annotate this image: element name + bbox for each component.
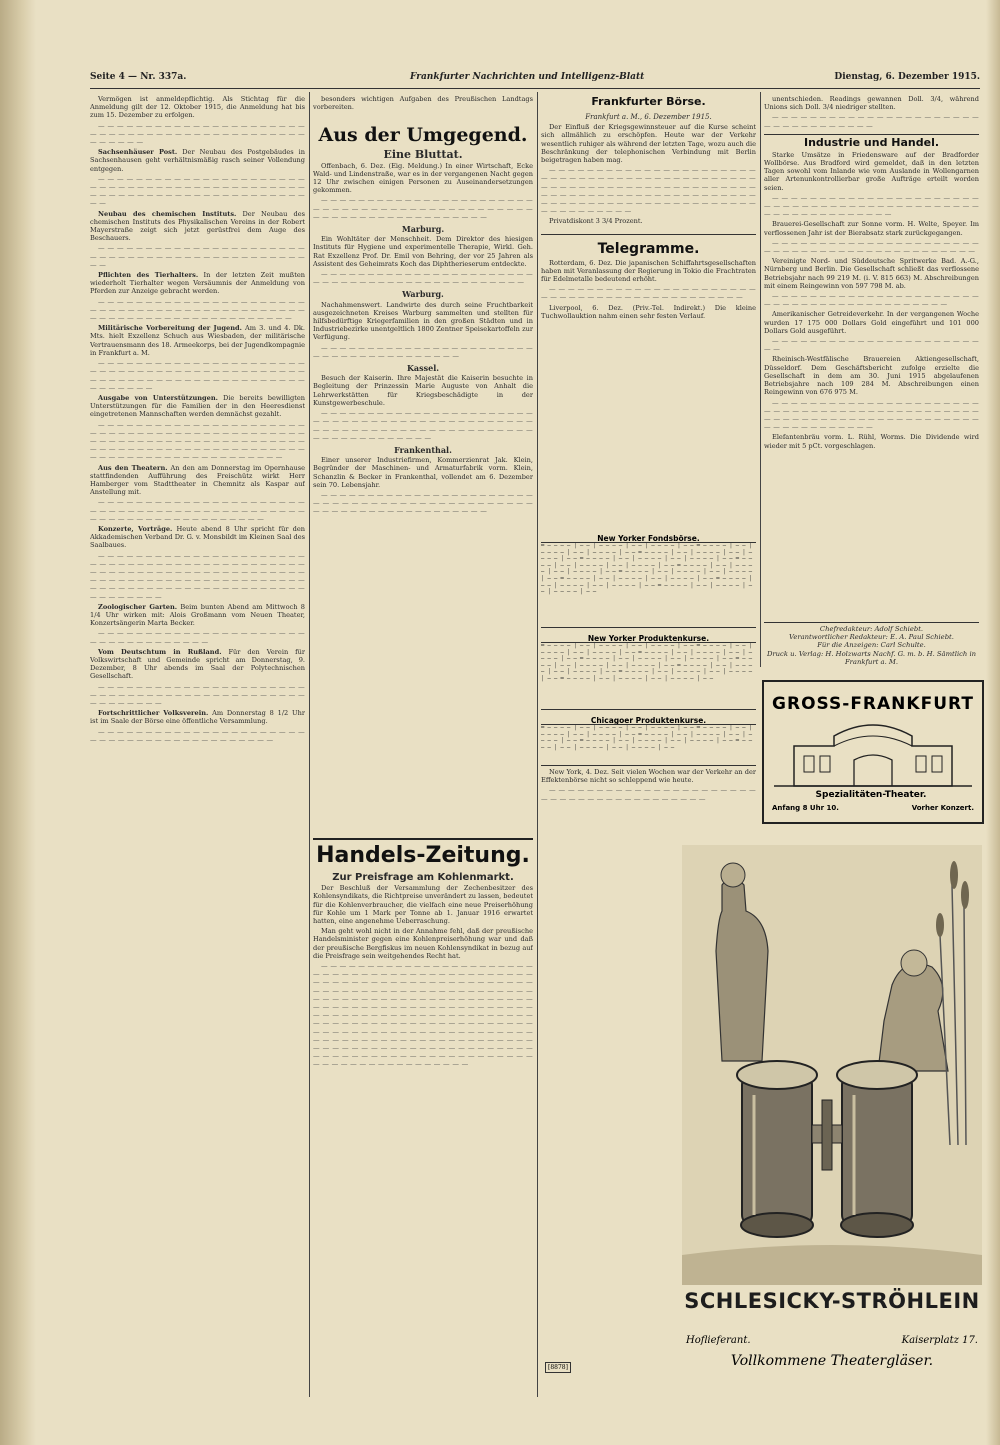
- article-heading: Fortschrittlicher Volksverein.: [98, 709, 209, 718]
- advertiser-title: Hoflieferant.: [686, 1335, 751, 1346]
- article-text: Vereinigte Nord- und Süddeutsche Spritwerke Bad. A.-G., Nürnberg und Berlin. Die Gesellschaft schließt das verflossene Betriebsjahr nach 99 219 M. (i. V. 815 663) M. Abschreibungen mit einem Reingewinn von 597 798 M. ab.: [764, 257, 979, 290]
- article-text: Einer unserer Industriefirmen, Kommerzienrat Jak. Klein, Begründer der Maschinen- und Armaturfabrik vorm. Klein, Schanzlin & Becker in Frankenthal, vollendet am 6. Dezember sein 70. Lebensjahr.: [313, 456, 533, 489]
- article-text: Rheinisch-Westfälische Brauereien Aktiengesellschaft, Düsseldorf. Dem Geschäftsbericht zufolge erzielte die Gesellschaft in dem am 30. Juni 1915 abgelaufenen Betriebsjahre nach 109 284 M. Abschreibungen einen Reingewinn von 676 975 M.: [764, 355, 979, 397]
- market-note: New York, 4. Dez. Seit vielen Wochen war der Verkehr an der Effektenbörse nicht so schleppend wie heute. — — — — — — — — — — — — — — — — — — — — — — — — — — — — — — — — — — — — — — — —: [541, 768, 756, 803]
- advertiser-address: Kaiserplatz 17.: [901, 1335, 978, 1346]
- imprint-line: Chefredakteur: Adolf Schiebt.: [819, 625, 924, 633]
- article-text: Vermögen ist anmeldepflichtig. Als Stichtag für die Anmeldung gilt der 12. Oktober 1915, die Anmeldung hat bis zum 15. Dezember zu erfolgen.: [90, 95, 305, 120]
- article-text: Heute abend 8 Uhr spricht für den Akkademischen Verband Dr. G. v. Monsbildt im Kleinen Saal des Saalbaues.: [90, 524, 305, 550]
- article-text: Amerikanischer Getreideverkehr. In der vergangenen Woche wurden 17 175 000 Dollars Gold eingeführt und 101 000 Dollars Gold ausgeführt.: [764, 310, 979, 335]
- article-heading: Ausgabe von Unterstützungen.: [98, 393, 218, 402]
- advertiser-name: SCHLESICKY-STRÖHLEIN: [684, 1289, 980, 1313]
- article-heading: Aus den Theatern.: [98, 463, 168, 472]
- article-text: Am Donnerstag 8 1/2 Uhr ist im Saale der Börse eine öffentliche Versammlung.: [90, 709, 305, 726]
- issue-date: Dienstag, 6. Dezember 1915.: [834, 72, 980, 82]
- fondsboerse-table: ═ ─ ─ ─ ─ │ ─ ─ │ ─ ─ ─ ─ │ ─ ─ │ ─ ─ ─ ─ │ ─ ─ ═ ─ ─ ─ ─ │ ─ ─ │ ─ ─ ─ ─ │ ─ ─ │ ─ ─ ─ ─ │ ─ ─ ═ ─ ─ ─ ─ │ ─ ─ │ ─ ─ ─ ─ │ ─ ─ │ ─ ─ ─ ─ │ ─ ─ ═ ─ ─ ─ ─ │ ─ ─ │ ─ ─ ─ ─ │ ─ ─ │ ─ ─ ─ ─ │ ─ ─ ═ ─ ─ ─ ─ │ ─ ─ │ ─ ─ ─ ─ │ ─ ─ │ ─ ─ ─ ─ │ ─ ─ ═ ─ ─ ─ ─ │ ─ ─ │ ─ ─ ─ ─ │ ─ ─ │ ─ ─ ─ ─ │ ─ ─ ═ ─ ─ ─ ─ │ ─ ─ │ ─ ─ ─ ─ │ ─ ─ │ ─ ─ ─ ─ │ ─ ─ ═ ─ ─ ─ ─ │ ─ ─ │ ─ ─ ─ ─ │ ─ ─ │ ─ ─ ─ ─ │ ─ ─ ═ ─ ─ ─ ─ │ ─ ─ │ ─ ─ ─ ─ │ ─ ─ │ ─ ─ ─ ─ │ ─ ─ ═ ─ ─ ─ ─ │ ─ ─ │ ─ ─ ─ ─ │ ─ ─ │ ─ ─ ─ ─ │ ─ ─: [541, 542, 756, 628]
- article-text: Der Beschluß der Versammlung der Zechenbesitzer des Kohlensyndikats, die Richtpreise unverändert zu lassen, bedeutet für die Kohlenverbraucher, die vielfach eine neue Preiserhöhung für Kohle um 1 Mark per Tonne ab 1. Januar 1916 erwartet hatten, eine angenehme Ueberraschung.: [313, 884, 533, 926]
- article-heading: Konzerte, Vorträge.: [98, 524, 173, 533]
- article-text: Privatdiskont 3 3/4 Prozent.: [549, 217, 643, 226]
- article-text: Für den Verein für Volkswirtschaft und Gemeinde spricht am Donnerstag, 9. Dezember, 8 Uhr abends im Saal der Polytechnischen Gesellschaft.: [90, 647, 305, 681]
- imprint-line: Verantwortlicher Redakteur: E. A. Paul Schiebt.: [789, 633, 954, 642]
- article-text: Elefantenbräu vorm. L. Rühl, Worms. Die Dividende wird wieder mit 5 pCt. vorgeschlagen.: [764, 433, 979, 450]
- column-4: unentschieden. Readings gewannen Doll. 3/4, während Unions sich Doll. 3/4 niedriger stellten. — — — — — — — — — — — — — — — — — — — — — — — — — — — — — — — — — — Industrie und Handel. Starke Umsätze in Friedensware auf der Bradforder Wollbörse. Aus Bradford wird gemeldet, daß in den letzten Tagen sowohl vom Inlande wie vom Auslande in Wollengarnen aller Artenunkontrollierbar große Aufträge erteilt worden seien. — — — — — — — — — — — — — — — — — — — — — — — — — — — — — — — — — — — — — — — — — — — — — — — — — — — — — — — — — — — Brauerei-Gesellschaft zur Sonne vorm. H. Welte, Speyer. Im verflossenen Jahr ist der Bierabsatz stark zurückgegangen. — — — — — — — — — — — — — — — — — — — — — — — — — — — — — — — — — — — — — — — — — — — — — Vereinigte Nord- und Süddeutsche Spritwerke Bad. A.-G., Nürnberg und Berlin. Die Gesellschaft schließt das verflossene Betriebsjahr nach 99 219 M. (i. V. 815 663) M. Abschreibungen mit einem Reingewinn von 597 798 M. ab. — — — — — — — — — — — — — — — — — — — — — — — — — — — — — — — — — — — — — — — — — — Amerikanischer Getreideverkehr. In der vergangenen Woche wurden 17 175 000 Dollars Gold eingeführt und 101 000 Dollars Gold ausgeführt. — — — — — — — — — — — — — — — — — — — — — — — — Rheinisch-Westfälische Brauereien Aktiengesellschaft, Düsseldorf. Dem Geschäftsbericht zufolge erzielte die Gesellschaft in dem am 30. Juni 1915 abgelaufenen Betriebsjahre nach 109 284 M. Abschreibungen einen Reingewinn von 676 975 M. — — — — — — — — — — — — — — — — — — — — — — — — — — — — — — — — — — — — — — — — — — — — — — — — — — — — — — — — — — — — — — — — — — — — — — — — — — — — — — — — Elefantenbräu vorm. L. Rühl, Worms. Die Dividende wird wieder mit 5 pCt. vorgeschlagen.: [764, 95, 979, 450]
- article-heading: Zur Preisfrage am Kohlenmarkt.: [332, 872, 514, 883]
- column-2: besonders wichtigen Aufgaben des Preußischen Landtags vorbereiten. Aus der Umgegend. Eine Bluttat. Offenbach, 6. Dez. (Eig. Meldung.) In einer Wirtschaft, Ecke Wald- und Lindenstraße, war es in der vergangenen Nacht gegen 12 Uhr zwischen einigen Personen zu Auseinandersetzungen gekommen. — — — — — — — — — — — — — — — — — — — — — — — — — — — — — — — — — — — — — — — — — — — — — — — — — — — — — — — — — — — — — — — — — Marburg. Ein Wohltäter der Menschheit. Dem Direktor des hiesigen Instituts für Hygiene und experimentelle Therapie, Wirkl. Geh. Rat Exzellenz Prof. Dr. Emil von Behring, der vor 25 Jahren als Assistent des Geheimrats Koch das Diphtherieserum entdeckte. — — — — — — — — — — — — — — — — — — — — — — — — — — — — — — — — — — — — — — — — — — — — — — Warburg. Nachahmenswert. Landwirte des durch seine Fruchtbarkeit ausgezeichneten Kreises Warburg sammelten und stellten für hilfsbedürftige Kriegerfamilien in den großen Städten und in Industriebezirke unentgeltlich 1800 Zentner Speisekartoffeln zur Verfügung. — — — — — — — — — — — — — — — — — — — — — — — — — — — — — — — — — — — — — — — Kassel. Besuch der Kaiserin. Ihre Majestät die Kaiserin besuchte in Begleitung der Prinzessin Marie Auguste von Anhalt die Lehrwerkstätten für Kriegsbeschädigte in der Kunstgewerbeschule. — — — — — — — — — — — — — — — — — — — — — — — — — — — — — — — — — — — — — — — — — — — — — — — — — — — — — — — — — — — — — — — — — — — — — — — — — — — — — — — — — — Frankenthal. Einer unserer Industriefirmen, Kommerzienrat Jak. Klein, Begründer der Maschinen- und Armaturfabrik vorm. Klein, Schanzlin & Becker in Frankenthal, vollendet am 6. Dezember sein 70. Lebensjahr. — — — — — — — — — — — — — — — — — — — — — — — — — — — — — — — — — — — — — — — — — — — — — — — — — — — — — — — — — — — — — — — — —: [313, 95, 533, 516]
- article-heading: Marburg.: [401, 224, 445, 235]
- article-text: Liverpool, 6. Dez. (Priv.-Tel. Indirekt.) Die kleine Tuchwollauktion nahm einen sehr festen Verlauf.: [541, 303, 756, 320]
- article-text: Ein Wohltäter der Menschheit. Dem Direktor des hiesigen Instituts für Hygiene und experimentelle Therapie, Wirkl. Geh. Rat Exzellenz Prof. Dr. Emil von Behring, der vor 25 Jahren als Assistent des Geheimrats Koch das Diphtherieserum entdeckte.: [313, 235, 533, 268]
- article-text: Beim bunten Abend am Mittwoch 8 1/4 Uhr wirken mit: Alois Großmann vom Neuen Theater, Konzertsängerin Marta Becker.: [90, 602, 305, 628]
- article-heading: Kassel.: [406, 363, 440, 374]
- article-text: Der Einfluß der Kriegsgewinnsteuer auf die Kurse scheint sich allmählich zu erschöpfen. Heute war der Verkehr wesentlich ruhiger als während der letzten Tage, wozu auch die Beschränkung der telephonischen Verbindung mit Berlin beigetragen haben mag.: [541, 123, 756, 165]
- column-rule: [760, 92, 761, 667]
- chicago-table: ═ ─ ─ ─ ─ │ ─ ─ │ ─ ─ ─ ─ │ ─ ─ │ ─ ─ ─ ─ │ ─ ─ ═ ─ ─ ─ ─ │ ─ ─ │ ─ ─ ─ ─ │ ─ ─ │ ─ ─ ─ ─ │ ─ ─ ═ ─ ─ ─ ─ │ ─ ─ │ ─ ─ ─ ─ │ ─ ─ │ ─ ─ ─ ─ │ ─ ─ ═ ─ ─ ─ ─ │ ─ ─ │ ─ ─ ─ ─ │ ─ ─ │ ─ ─ ─ ─ │ ─ ─ ═ ─ ─ ─ ─ │ ─ ─ │ ─ ─ ─ ─ │ ─ ─ │ ─ ─ ─ ─ │ ─ ─: [541, 724, 756, 766]
- article-text: unentschieden. Readings gewannen Doll. 3/4, während Unions sich Doll. 3/4 niedriger stellten.: [764, 95, 979, 112]
- theater-concert: Vorher Konzert.: [911, 804, 974, 812]
- handels-zeitung: Handels-Zeitung. Zur Preisfrage am Kohlenmarkt. Der Beschluß der Versammlung der Zechenbesitzer des Kohlensyndikats, die Richtpreise unverändert zu lassen, bedeutet für die Kohlenverbraucher, die vielfach eine neue Preiserhöhung für Kohle um 1 Mark per Tonne ab 1. Januar 1916 erwartet hatten, eine angenehme Ueberraschung. Man geht wohl nicht in der Annahme fehl, daß der preußische Handelsminister gegen eine Kohlenpreiserhöhung war und daß der preußische Bergfiskus im neuen Kohlensyndikat in bezug auf die Preisfrage sein weitgehendes Recht hat. — — — — — — — — — — — — — — — — — — — — — — — — — — — — — — — — — — — — — — — — — — — — — — — — — — — — — — — — — — — — — — — — — — — — — — — — — — — — — — — — — — — — — — — — — — — — — — — — — — — — — — — — — — — — — — — — — — — — — — — — — — — — — — — — — — — — — — — — — — — — — — — — — — — — — — — — — — — — — — — — — — — — — — — — — — — — — — — — — — — — — — — — — — — — — — — — — — — — — — — — — — — — — — — — — — — — — — — — — — — — — — — — — — — — — — — — — — — — — — — — — — — — — — — — — — — — — — — — — — — — — — — — — — — — — — — — — — — — — — — — — — — — — — — — — — — — —: [313, 843, 533, 1069]
- article-heading: Vom Deutschtum in Rußland.: [98, 647, 222, 656]
- article-heading: Militärische Vorbereitung der Jugend.: [98, 324, 242, 333]
- article-text: Rotterdam, 6. Dez. Die japanischen Schiffahrtsgesellschaften haben mit Veranlassung der Regierung in Tokio die Frachtraten für Edelmetalle bedeutend erhöht.: [541, 258, 756, 284]
- page-edge: [986, 0, 1000, 1445]
- article-text: Der Neubau des Postgebäudes in Sachsenhausen geht verhältnismäßig rasch seiner Vollendung entgegen.: [90, 148, 305, 173]
- article-heading: Eine Bluttat.: [383, 148, 463, 162]
- article-text: In der letzten Zeit mußten wiederholt Tierhalter wegen Versäumnis der Anmeldung von Pferden zur Anzeige gebracht werden.: [90, 271, 305, 296]
- dateline: Frankfurt a. M., 6. Dezember 1915.: [585, 113, 712, 121]
- article-heading: Sachsenhäuser Post.: [98, 148, 178, 157]
- column-3: Frankfurter Börse. Frankfurt a. M., 6. Dezember 1915. Der Einfluß der Kriegsgewinnsteuer auf die Kurse scheint sich allmählich zu erschöpfen. Heute war der Verkehr wesentlich ruhiger als während der letzten Tage, wozu auch die Beschränkung der telephonischen Verbindung mit Berlin beigetragen haben mag. — — — — — — — — — — — — — — — — — — — — — — — — — — — — — — — — — — — — — — — — — — — — — — — — — — — — — — — — — — — — — — — — — — — — — — — — — — — — — — — — — — — — — — — — — — — — — — — — — — — — — — — — — — — — — — — — — — — — — — — — — — — — Privatdiskont 3 3/4 Prozent. Telegramme. Rotterdam, 6. Dez. Die japanischen Schiffahrtsgesellschaften haben mit Veranlassung der Regierung in Tokio die Frachtraten für Edelmetalle bedeutend erhöht. — — — — — — — — — — — — — — — — — — — — — — — — — — — — — — — — — — — — — — — — — — — — Liverpool, 6. Dez. (Priv.-Tel. Indirekt.) Die kleine Tuchwollauktion nahm einen sehr festen Verlauf.: [541, 95, 756, 320]
- masthead: Frankfurter Nachrichten und Intelligenz-Blatt: [410, 72, 645, 82]
- produktenkurse-table: ═ ─ ─ ─ ─ │ ─ ─ │ ─ ─ ─ ─ │ ─ ─ │ ─ ─ ─ ─ │ ─ ─ ═ ─ ─ ─ ─ │ ─ ─ │ ─ ─ ─ ─ │ ─ ─ │ ─ ─ ─ ─ │ ─ ─ ═ ─ ─ ─ ─ │ ─ ─ │ ─ ─ ─ ─ │ ─ ─ │ ─ ─ ─ ─ │ ─ ─ ═ ─ ─ ─ ─ │ ─ ─ │ ─ ─ ─ ─ │ ─ ─ │ ─ ─ ─ ─ │ ─ ─ ═ ─ ─ ─ ─ │ ─ ─ │ ─ ─ ─ ─ │ ─ ─ │ ─ ─ ─ ─ │ ─ ─ ═ ─ ─ ─ ─ │ ─ ─ │ ─ ─ ─ ─ │ ─ ─ │ ─ ─ ─ ─ │ ─ ─ ═ ─ ─ ─ ─ │ ─ ─ │ ─ ─ ─ ─ │ ─ ─ │ ─ ─ ─ ─ │ ─ ─ ═ ─ ─ ─ ─ │ ─ ─ │ ─ ─ ─ ─ │ ─ ─ │ ─ ─ ─ ─ │ ─ ─: [541, 642, 756, 710]
- article-text: besonders wichtigen Aufgaben des Preußischen Landtags vorbereiten.: [313, 95, 533, 112]
- article-text: Besuch der Kaiserin. Ihre Majestät die Kaiserin besuchte in Begleitung der Prinzessin Marie Auguste von Anhalt die Lehrwerkstätten für Kriegsbeschädigte in der Kunstgewerbeschule.: [313, 374, 533, 407]
- article-text: An den am Donnerstag im Opernhause stattfindenden Aufführung des Freischütz wirkt Herr Hamberger vom Stadttheater in Chemnitz als Kaspar auf Anstellung mit.: [90, 463, 305, 497]
- theater-start-time: Anfang 8 Uhr 10.: [772, 804, 839, 812]
- theater-name: GROSS-FRANKFURT: [772, 694, 974, 714]
- article-heading: Warburg.: [402, 289, 444, 300]
- article-text: Am 3. und 4. Dk. Mts. hielt Exzellenz Schuch aus Wiesbaden, der militärische Vertrauensmann des 18. Armeekorps, bei der Jugendkompagnie in Frankfurt a. M.: [90, 324, 305, 357]
- article-text: Man geht wohl nicht in der Annahme fehl, daß der preußische Handelsminister gegen eine Kohlenpreiserhöhung war und daß der preußische Bergfiskus im neuen Kohlensyndikat in bezug auf die Preisfrage sein weitgehendes Recht hat.: [313, 927, 533, 960]
- article-text: Brauerei-Gesellschaft zur Sonne vorm. H. Welte, Speyer. Im verflossenen Jahr ist der Bierabsatz stark zurückgegangen.: [764, 220, 979, 237]
- column-rule: [537, 92, 538, 1397]
- header-rule: [90, 88, 980, 89]
- theater-building-icon: [774, 716, 972, 788]
- advertiser-slogan: Vollkommene Theatergläser.: [730, 1353, 934, 1369]
- section-title: Frankfurter Börse.: [591, 95, 706, 108]
- article-heading: Neubau des chemischen Instituts.: [98, 209, 237, 218]
- article-text: Die bereits bewilligten Unterstützungen für die Familien der in den Heeresdienst eingetretenen Mannschaften werden demnächst gezahlt.: [90, 393, 305, 419]
- table-title: New Yorker Produktenkurse.: [587, 634, 710, 643]
- page-binding: [0, 0, 36, 1445]
- article-heading: Pflichten des Tierhalters.: [98, 271, 199, 280]
- article-heading: Frankenthal.: [394, 444, 452, 455]
- article-text: New York, 4. Dez. Seit vielen Wochen war der Verkehr an der Effektenbörse nicht so schleppend wie heute.: [541, 768, 756, 785]
- theater-subtitle: Spezialitäten-Theater.: [815, 790, 927, 800]
- page-number: Seite 4 — Nr. 337a.: [90, 72, 187, 82]
- imprint-line: Druck u. Verlag: H. Holzwarts Nachf. G. m. b. H. Sämtlich in Frankfurt a. M.: [766, 649, 977, 666]
- table-title: New Yorker Fondsbörse.: [597, 534, 700, 543]
- section-title: Aus der Umgegend.: [318, 124, 528, 147]
- theater-advert: [762, 680, 984, 824]
- section-rule: [313, 838, 533, 840]
- article-text: Nachahmenswert. Landwirte des durch seine Fruchtbarkeit ausgezeichneten Kreises Warburg sammelten und stellten für hilfsbedürftige Kriegerfamilien in den großen Städten und in Industriebezirke unentgeltlich 1800 Zentner Speisekartoffeln zur Verfügung.: [313, 300, 533, 342]
- binoculars-advert: [682, 845, 982, 1390]
- section-title: Industrie und Handel.: [803, 135, 940, 149]
- table-title: Chicagoer Produktenkurse.: [590, 716, 707, 725]
- imprint-line: Für die Anzeigen: Carl Schulte.: [817, 641, 926, 650]
- section-title: Telegramme.: [597, 240, 700, 257]
- imprint: [764, 622, 979, 672]
- binoculars-illustration-icon: [682, 845, 982, 1285]
- column-rule: [309, 92, 310, 1397]
- article-text: Der Neubau des chemischen Instituts des Physikalischen Vereins in der Robert Mayerstraße zeigt sich jetzt gerüstfrei dem Auge des Beschauers.: [90, 209, 305, 243]
- article-text: Offenbach, 6. Dez. (Eig. Meldung.) In einer Wirtschaft, Ecke Wald- und Lindenstraße, war es in der vergangenen Nacht gegen 12 Uhr zwischen einigen Personen zu Auseinandersetzungen gekommen.: [313, 161, 533, 195]
- article-heading: Zoologischer Garten.: [98, 602, 178, 611]
- ad-reference-number: [8878]: [545, 1362, 571, 1373]
- column-1: Vermögen ist anmeldepflichtig. Als Stichtag für die Anmeldung gilt der 12. Oktober 1915, die Anmeldung hat bis zum 15. Dezember zu erfolgen. — — — — — — — — — — — — — — — — — — — — — — — — — — — — — — — — — — — — — — — — — — — — — — — — — — — Sachsenhäuser Post. Der Neubau des Postgebäudes in Sachsenhausen geht verhältnismäßig rasch seiner Vollendung entgegen. — — — — — — — — — — — — — — — — — — — — — — — — — — — — — — — — — — — — — — — — — — — — — — — — — — — — — — — — — — — — — — — — — — — — — — Neubau des chemischen Instituts. Der Neubau des chemischen Instituts des Physikalischen Vereins in der Robert Mayerstraße zeigt sich jetzt gerüstfrei dem Auge des Beschauers. — — — — — — — — — — — — — — — — — — — — — — — — — — — — — — — — — — — — — — — — — — — — — — — Pflichten des Tierhalters. In der letzten Zeit mußten wiederholt Tierhalter wegen Versäumnis der Anmeldung von Pferden zur Anzeige gebracht werden. — — — — — — — — — — — — — — — — — — — — — — — — — — — — — — — — — — — — — — — — — — — — — — — — — — — — — — — — — — — — — — — — — — — Militärische Vorbereitung der Jugend. Am 3. und 4. Dk. Mts. hielt Exzellenz Schuch aus Wiesbaden, der militärische Vertrauensmann des 18. Armeekorps, bei der Jugendkompagnie in Frankfurt a. M. — — — — — — — — — — — — — — — — — — — — — — — — — — — — — — — — — — — — — — — — — — — — — — — — — — — — — — — — — — — — — — — — — — — — — — — — — — — Ausgabe von Unterstützungen. Die bereits bewilligten Unterstützungen für die Familien der in den Heeresdienst eingetretenen Mannschaften werden demnächst gezahlt. — — — — — — — — — — — — — — — — — — — — — — — — — — — — — — — — — — — — — — — — — — — — — — — — — — — — — — — — — — — — — — — — — — — — — — — — — — — — — — — — — — — — — — — — — — — — — — — — — — — — — — — — — — — — — — — — Aus den Theatern. An den am Donnerstag im Opernhause stattfindenden Aufführung des Freischütz wirkt Herr Hamberger vom Stadttheater in Chemnitz als Kaspar auf Anstellung mit. — — — — — — — — — — — — — — — — — — — — — — — — — — — — — — — — — — — — — — — — — — — — — — — — — — — — — — — — — — — — — — — — Konzerte, Vorträge. Heute abend 8 Uhr spricht für den Akkademischen Verband Dr. G. v. Monsbildt im Kleinen Saal des Saalbaues. — — — — — — — — — — — — — — — — — — — — — — — — — — — — — — — — — — — — — — — — — — — — — — — — — — — — — — — — — — — — — — — — — — — — — — — — — — — — — — — — — — — — — — — — — — — — — — — — — — — — — — — — — — — — — — — — — — — — — — — — — — Zoologischer Garten. Beim bunten Abend am Mittwoch 8 1/4 Uhr wirken mit: Alois Großmann vom Neuen Theater, Konzertsängerin Marta Becker. — — — — — — — — — — — — — — — — — — — — — — — — — — — — — — — — — — — Vom Deutschtum in Rußland. Für den Verein für Volkswirtschaft und Gemeinde spricht am Donnerstag, 9. Dezember, 8 Uhr abends im Saal der Polytechnischen Gesellschaft. — — — — — — — — — — — — — — — — — — — — — — — — — — — — — — — — — — — — — — — — — — — — — — — — — — — — — Fortschrittlicher Volksverein. Am Donnerstag 8 1/2 Uhr ist im Saale der Börse eine öffentliche Versammlung. — — — — — — — — — — — — — — — — — — — — — — — — — — — — — — — — — — — — — — — — — —: [90, 95, 305, 744]
- section-title: Handels-Zeitung.: [316, 843, 530, 868]
- page-header: [90, 72, 980, 86]
- article-text: Starke Umsätze in Friedensware auf der Bradforder Wollbörse. Aus Bradford wird gemeldet, daß in den letzten Tagen sowohl vom Inlande wie vom Auslande in Wollengarnen aller Artenunkontrollierbar große Aufträge erteilt worden seien.: [764, 150, 979, 192]
